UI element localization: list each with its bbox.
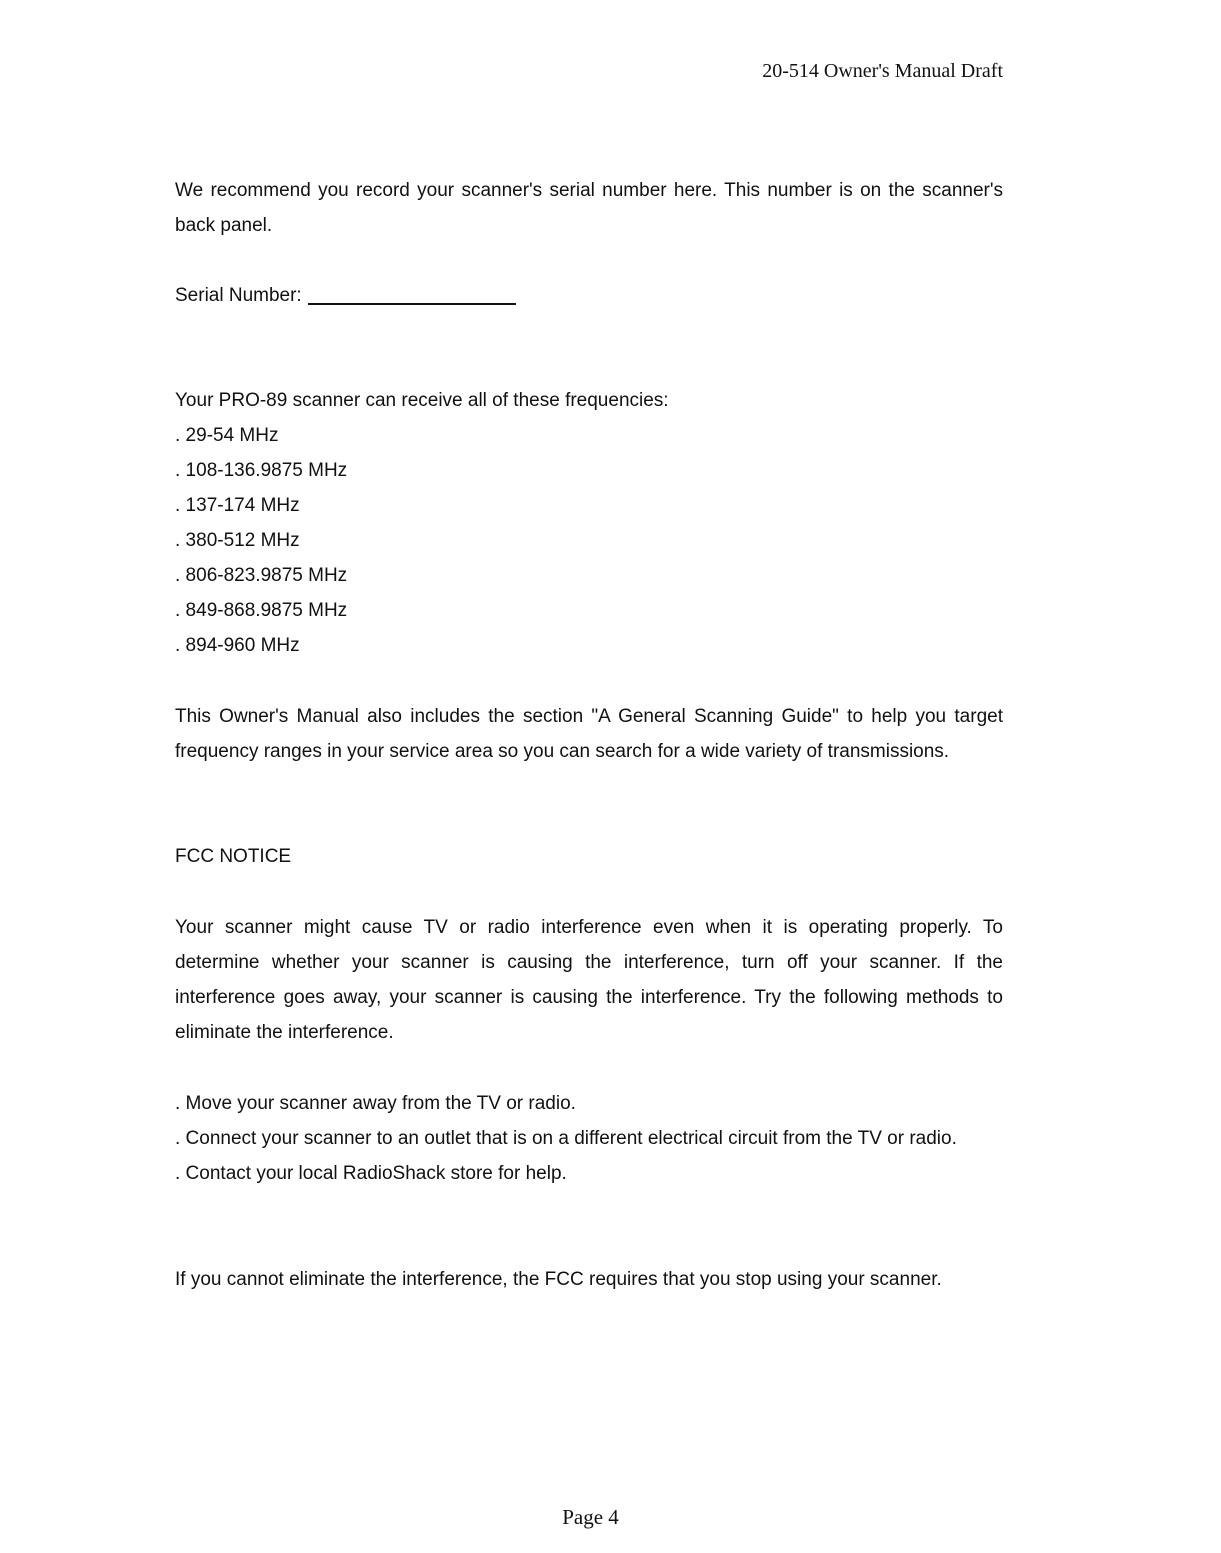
frequency-item: . 380-512 MHz — [175, 530, 300, 551]
frequency-item: . 894-960 MHz — [175, 635, 300, 656]
fcc-method-item: . Connect your scanner to an outlet that is on a different electrical circuit from the TV or radio. — [175, 1128, 957, 1149]
serial-number-label: Serial Number: — [175, 285, 302, 306]
frequency-item: . 29-54 MHz — [175, 425, 279, 446]
intro-paragraph: We recommend you record your scanner's serial number here. This number is on the scanner's back panel. — [175, 180, 1003, 236]
fcc-paragraph: Your scanner might cause TV or radio interference even when it is operating properly. To determine whether your scanner is causing the interference, turn off your scanner. If the interference goes away, your scanner is causing the interference. Try the following methods to eliminate the interference. — [175, 917, 1003, 1043]
serial-number-field — [175, 278, 1003, 313]
serial-number-blank — [308, 279, 516, 305]
frequency-item: . 806-823.9875 MHz — [175, 565, 348, 586]
frequency-item: . 108-136.9875 MHz — [175, 460, 348, 481]
frequency-section — [175, 383, 1003, 663]
guide-paragraph: This Owner's Manual also includes the section "A General Scanning Guide" to help you target frequency ranges in your service area so you can search for a wide variety of transmissions. — [175, 706, 1003, 762]
frequency-item: . 849-868.9875 MHz — [175, 600, 348, 621]
fcc-method-item: . Move your scanner away from the TV or radio. — [175, 1093, 576, 1114]
fcc-heading: FCC NOTICE — [175, 846, 292, 867]
frequency-intro: Your PRO-89 scanner can receive all of these frequencies: — [175, 390, 669, 411]
fcc-closing: If you cannot eliminate the interference, the FCC requires that you stop using your scanner. — [175, 1269, 942, 1290]
document-header: 20-514 Owner's Manual Draft — [762, 60, 1003, 82]
fcc-methods — [175, 1086, 1003, 1191]
fcc-method-item: . Contact your local RadioShack store for help. — [175, 1163, 567, 1184]
frequency-item: . 137-174 MHz — [175, 495, 300, 516]
page-number: Page 4 — [562, 1505, 619, 1529]
